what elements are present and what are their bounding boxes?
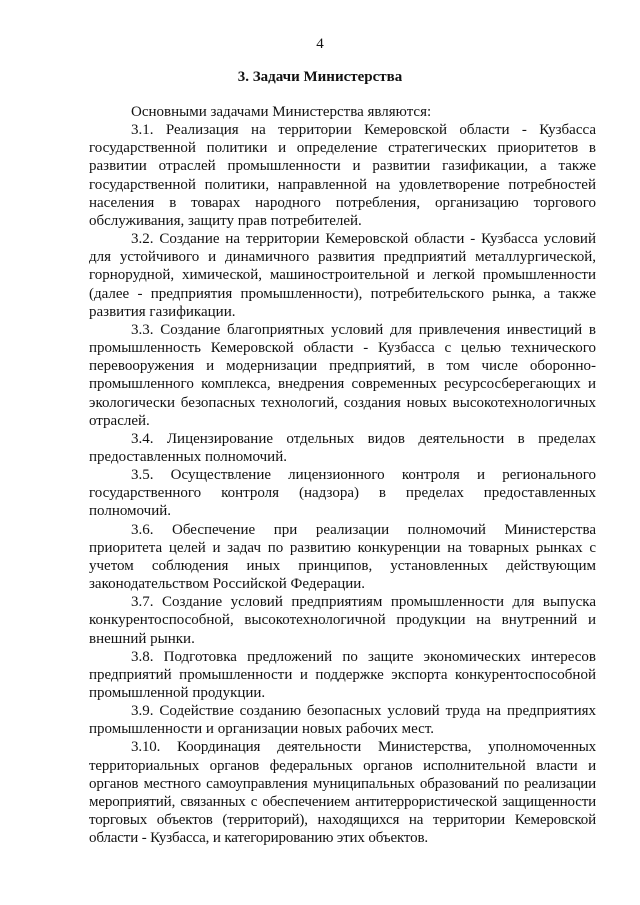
task-item-3-10: 3.10. Координация деятельности Министерства, уполномоченных территориальных органов федеральных органов исполнительной власти и органов местного самоуправления муниципальных образований по реализации мероприятий, связанных с обеспечением антитеррористической защищенности торговых объектов (территорий), находящихся на территории Кемеровской области - Кузбасса, и категорированию этих объектов. bbox=[89, 739, 596, 847]
task-item-3-2: 3.2. Создание на территории Кемеровской области - Кузбасса условий для устойчивого и динамичного развития предприятий металлургической, горнорудной, химической, машиностроительной и легкой промышленности (далее - предприятия промышленности), потребительского рынка, а также развития газификации. bbox=[89, 231, 596, 320]
task-item-3-5: 3.5. Осуществление лицензионного контроля и регионального государственного контроля (надзора) в пределах предоставленных полномочий. bbox=[89, 467, 596, 520]
task-item-3-1: 3.1. Реализация на территории Кемеровской области - Кузбасса государственной политики и определение стратегических приоритетов в развитии отраслей промышленности и развитии газификации, а также государственной политики, направленной на удовлетворение потребностей населения в товарах народного потребления, организацию торгового обслуживания, защиту прав потребителей. bbox=[89, 122, 596, 229]
task-item-3-6: 3.6. Обеспечение при реализации полномочий Министерства приоритета целей и задач по развитию конкуренции на товарных рынках с учетом соблюдения иных принципов, установленных действующим законодательством Российской Федерации. bbox=[89, 521, 596, 593]
task-item-3-4: 3.4. Лицензирование отдельных видов деятельности в пределах предоставленных полномочий. bbox=[89, 430, 596, 465]
intro-paragraph: Основными задачами Министерства являются: bbox=[131, 104, 432, 120]
task-item-3-9: 3.9. Содействие созданию безопасных условий труда на предприятиях промышленности и организации новых рабочих мест. bbox=[89, 703, 596, 738]
section-title: 3. Задачи Министерства bbox=[237, 69, 403, 85]
task-item-3-8: 3.8. Подготовка предложений по защите экономических интересов предприятий промышленности и поддержке экспорта конкурентоспособной промышленной продукции. bbox=[89, 648, 596, 701]
task-item-3-3: 3.3. Создание благоприятных условий для привлечения инвестиций в промышленность Кемеровской области - Кузбасса с целью технического перевооружения и модернизации предприятий, в том числе оборонно-промышленного комплекса, внедрения современных ресурсосберегающих и экологически безопасных технологий, создания новых высокотехнологичных отраслей. bbox=[89, 321, 596, 429]
section-body bbox=[89, 103, 596, 847]
task-item-3-7: 3.7. Создание условий предприятиям промышленности для выпуска конкурентоспособной, высокотехнологичной продукции на внутренний и внешний рынки. bbox=[89, 594, 596, 647]
page-number: 4 bbox=[316, 36, 324, 52]
